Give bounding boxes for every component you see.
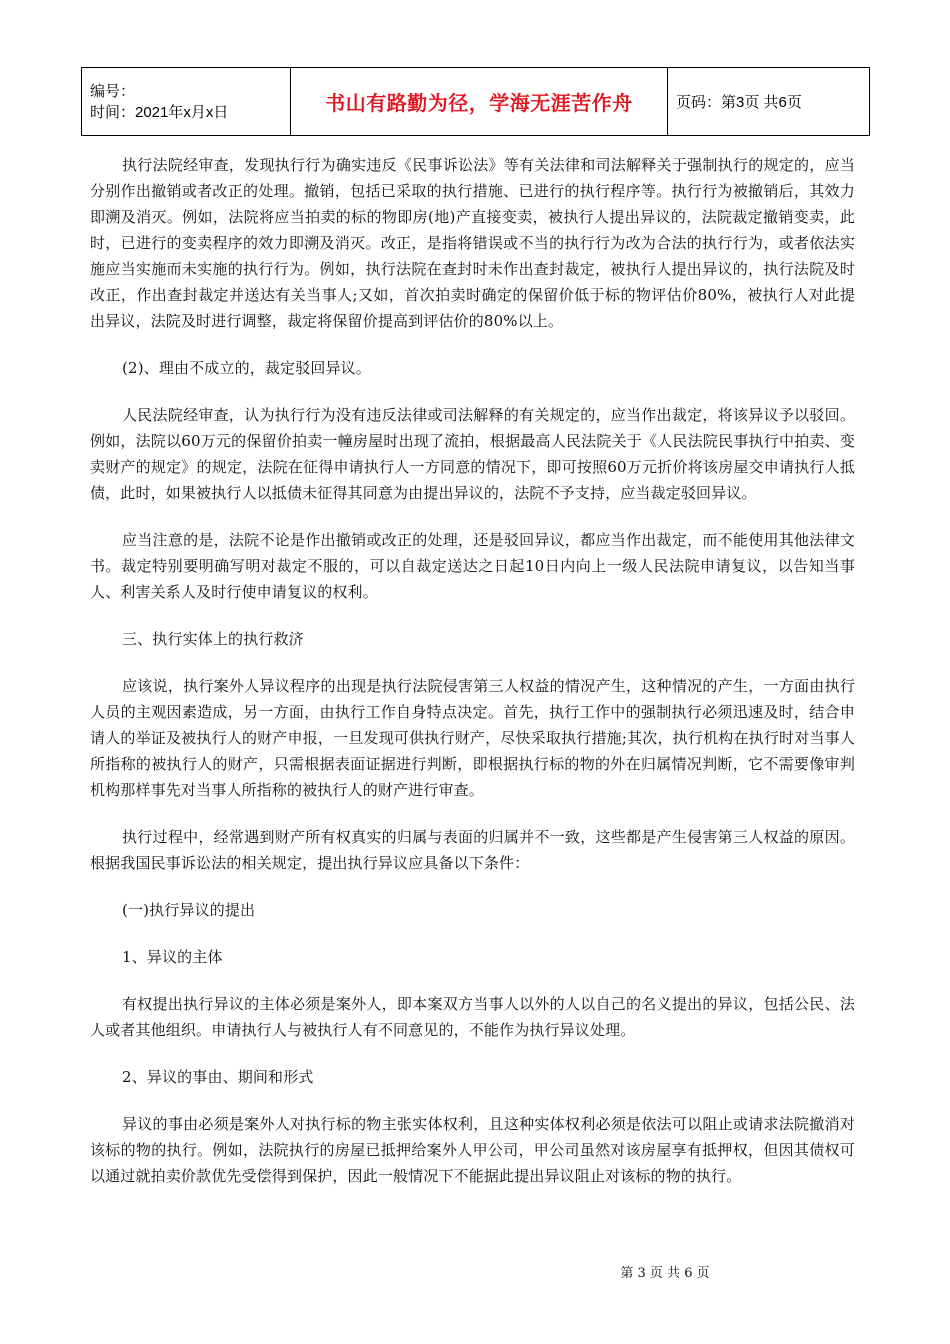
paragraph: 应当注意的是，法院不论是作出撤销或改正的处理，还是驳回异议，都应当作出裁定，而不能使用其他法律文书。裁定特别要明确写明对裁定不服的，可以自裁定送达之日起10日内向上一级人民法院申请复议，以告知当事人、利害关系人及时行使申请复议的权利。 xyxy=(90,531,855,601)
header-table xyxy=(81,67,870,136)
header-page-label: 页码：第3页 共6页 xyxy=(668,68,870,136)
header-motto: 书山有路勤为径，学海无涯苦作舟 xyxy=(291,68,668,136)
subsection-heading: 1、异议的主体 xyxy=(122,948,223,966)
page-footer: 第 3 页 共 6 页 xyxy=(620,1266,710,1281)
paragraph: (2)、理由不成立的，裁定驳回异议。 xyxy=(122,359,371,377)
paragraph: 执行法院经审查，发现执行行为确实违反《民事诉讼法》等有关法律和司法解释关于强制执行的规定的，应当分别作出撤销或者改正的处理。撤销，包括已采取的执行措施、已进行的执行程序等。执行行为被撤销后，其效力即溯及消灭。例如，法院将应当拍卖的标的物即房(地)产直接变卖，被执行人提出异议的，法院裁定撤销变卖，此时，已进行的变卖程序的效力即溯及消灭。改正，是指将错误或不当的执行行为改为合法的执行行为，或者依法实施应当实施而未实施的执行行为。例如，执行法院在查封时未作出查封裁定，被执行人提出异议的，执行法院及时改正，作出查封裁定并送达有关当事人;又如，首次拍卖时确定的保留价低于标的物评估价80%，被执行人对此提出异议，法院及时进行调整，裁定将保留价提高到评估价的80%以上。 xyxy=(90,156,855,330)
section-heading: 三、执行实体上的执行救济 xyxy=(122,630,304,648)
paragraph: 应该说，执行案外人异议程序的出现是执行法院侵害第三人权益的情况产生，这种情况的产生，一方面由执行人员的主观因素造成，另一方面，由执行工作自身特点决定。首先，执行工作中的强制执行必须迅速及时，结合申请人的举证及被执行人的财产申报，一旦发现可供执行财产，尽快采取执行措施;其次，执行机构在执行时对当事人所指称的被执行人的财产，只需根据表面证据进行判断，即根据执行标的物的外在归属情况判断，它不需要像审判机构那样事先对当事人所指称的被执行人的财产进行审查。 xyxy=(90,677,855,799)
paragraph: 异议的事由必须是案外人对执行标的物主张实体权利，且这种实体权利必须是依法可以阻止或请求法院撤消对该标的物的执行。例如，法院执行的房屋已抵押给案外人甲公司，甲公司虽然对该房屋享有抵押权，但因其债权可以通过就拍卖价款优先受偿得到保护，因此一般情况下不能据此提出异议阻止对该标的物的执行。 xyxy=(90,1115,855,1185)
subsection-heading: 2、异议的事由、期间和形式 xyxy=(122,1068,314,1086)
subsection-heading: (一)执行异议的提出 xyxy=(122,901,256,919)
paragraph: 有权提出执行异议的主体必须是案外人，即本案双方当事人以外的人以自己的名义提出的异议，包括公民、法人或者其他组织。申请执行人与被执行人有不同意见的，不能作为执行异议处理。 xyxy=(90,995,855,1039)
paragraph: 人民法院经审查，认为执行行为没有违反法律或司法解释的有关规定的，应当作出裁定，将该异议予以驳回。例如，法院以60万元的保留价拍卖一幢房屋时出现了流拍，根据最高人民法院关于《人民法院民事执行中拍卖、变卖财产的规定》的规定，法院在征得申请执行人一方同意的情况下，即可按照60万元折价将该房屋交申请执行人抵债，此时，如果被执行人以抵债未征得其同意为由提出异议的，法院不予支持，应当裁定驳回异议。 xyxy=(90,406,855,502)
header-meta xyxy=(82,68,291,136)
document-number-label: 编号： xyxy=(90,82,136,100)
document-body xyxy=(90,152,855,1210)
paragraph: 执行过程中，经常遇到财产所有权真实的归属与表面的归属并不一致，这些都是产生侵害第三人权益的原因。根据我国民事诉讼法的相关规定，提出执行异议应具备以下条件： xyxy=(90,828,855,872)
document-date-label: 时间：2021年x月x日 xyxy=(90,103,229,121)
